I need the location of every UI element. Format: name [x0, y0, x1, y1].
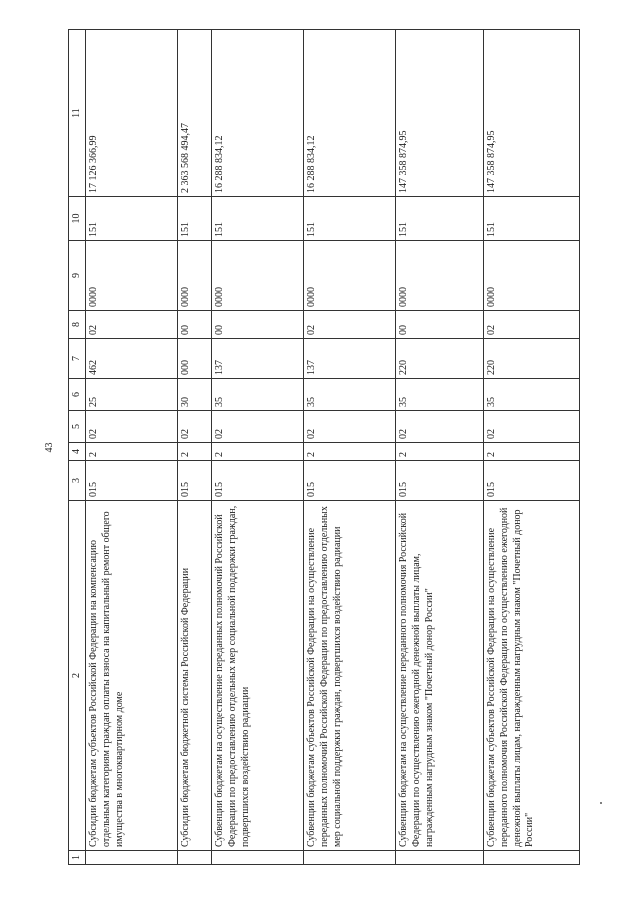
page-number: 43: [44, 442, 55, 453]
subarticle-code-cell: 220: [396, 339, 484, 379]
amount-cell: 2 363 568 494,47: [178, 30, 212, 197]
revenue-name-cell: Субсидии бюджетам бюджетной системы Российской Федерации: [178, 501, 212, 851]
column-header: 10: [69, 197, 86, 241]
revenue-name-cell: Субвенции бюджетам субъектов Российской Федерации на осуществление переданных полномочий Российской Федерации по предоставлению отдельных мер социальной поддержки граждан, подвергшихся воздействию радиации: [304, 501, 396, 851]
amount-cell: 16 288 834,12: [212, 30, 304, 197]
column-header: 1: [69, 851, 86, 865]
economic-code-cell: 151: [178, 197, 212, 241]
economic-code-cell: 151: [396, 197, 484, 241]
amount-cell: 147 358 874,95: [396, 30, 484, 197]
row-number-cell: [304, 851, 396, 865]
group-code-cell: 2: [396, 443, 484, 461]
table-row: [396, 30, 484, 865]
budget-revenue-table: [68, 29, 580, 865]
subgroup-code-cell: 02: [304, 411, 396, 443]
admin-code-cell: 015: [178, 461, 212, 501]
scan-speck: [600, 802, 602, 804]
column-header: 2: [69, 501, 86, 851]
article-code-cell: 35: [212, 379, 304, 411]
column-header: 6: [69, 379, 86, 411]
row-number-cell: [86, 851, 178, 865]
element-code-cell: 02: [304, 311, 396, 339]
amount-cell: 16 288 834,12: [304, 30, 396, 197]
economic-code-cell: 151: [484, 197, 580, 241]
element-code-cell: 00: [212, 311, 304, 339]
element-code-cell: 00: [178, 311, 212, 339]
article-code-cell: 35: [304, 379, 396, 411]
group-code-cell: 2: [304, 443, 396, 461]
revenue-name-cell: Субвенции бюджетам на осуществление переданных полномочий Российской Федерации по предоставлению отдельных мер социальной поддержки граждан, подвергшихся воздействию радиации: [212, 501, 304, 851]
element-code-cell: 02: [484, 311, 580, 339]
column-header: 3: [69, 461, 86, 501]
subgroup-code-cell: 02: [178, 411, 212, 443]
column-header: 11: [69, 30, 86, 197]
group-code-cell: 2: [178, 443, 212, 461]
admin-code-cell: 015: [396, 461, 484, 501]
revenue-name-cell: Субвенции бюджетам на осуществление переданного полномочия Российской Федерации по осуществлению ежегодной денежной выплаты лицам, награжденным нагрудным знаком "Почетный донор России": [396, 501, 484, 851]
column-number-header-row: [69, 30, 86, 865]
revenue-name-cell: Субвенции бюджетам субъектов Российской Федерации на осуществление переданного полномочия Российской Федерации по осуществлению ежегодной денежной выплаты лицам, награжденным нагрудным знаком "Почетный донор России": [484, 501, 580, 851]
program-code-cell: 0000: [212, 241, 304, 311]
subarticle-code-cell: 220: [484, 339, 580, 379]
program-code-cell: 0000: [86, 241, 178, 311]
row-number-cell: [484, 851, 580, 865]
economic-code-cell: 151: [304, 197, 396, 241]
program-code-cell: 0000: [396, 241, 484, 311]
group-code-cell: 2: [212, 443, 304, 461]
admin-code-cell: 015: [86, 461, 178, 501]
economic-code-cell: 151: [86, 197, 178, 241]
row-number-cell: [178, 851, 212, 865]
article-code-cell: 35: [396, 379, 484, 411]
subarticle-code-cell: 137: [304, 339, 396, 379]
element-code-cell: 02: [86, 311, 178, 339]
column-header: 9: [69, 241, 86, 311]
table-row: [212, 30, 304, 865]
amount-cell: 17 126 366,99: [86, 30, 178, 197]
group-code-cell: 2: [484, 443, 580, 461]
table-row: [304, 30, 396, 865]
article-code-cell: 35: [484, 379, 580, 411]
row-number-cell: [396, 851, 484, 865]
admin-code-cell: 015: [212, 461, 304, 501]
column-header: 7: [69, 339, 86, 379]
table-row: [86, 30, 178, 865]
table-row: [484, 30, 580, 865]
group-code-cell: 2: [86, 443, 178, 461]
article-code-cell: 25: [86, 379, 178, 411]
subgroup-code-cell: 02: [484, 411, 580, 443]
table-row: [178, 30, 212, 865]
article-code-cell: 30: [178, 379, 212, 411]
rotated-document-page: [40, 30, 600, 865]
economic-code-cell: 151: [212, 197, 304, 241]
subarticle-code-cell: 462: [86, 339, 178, 379]
subarticle-code-cell: 000: [178, 339, 212, 379]
program-code-cell: 0000: [304, 241, 396, 311]
program-code-cell: 0000: [178, 241, 212, 311]
subgroup-code-cell: 02: [86, 411, 178, 443]
column-header: 8: [69, 311, 86, 339]
amount-cell: 147 358 874,95: [484, 30, 580, 197]
column-header: 4: [69, 443, 86, 461]
admin-code-cell: 015: [484, 461, 580, 501]
subgroup-code-cell: 02: [396, 411, 484, 443]
revenue-name-cell: Субсидии бюджетам субъектов Российской Федерации на компенсацию отдельным категориям граждан оплаты взноса на капитальный ремонт общего имущества в многоквартирном доме: [86, 501, 178, 851]
subgroup-code-cell: 02: [212, 411, 304, 443]
subarticle-code-cell: 137: [212, 339, 304, 379]
program-code-cell: 0000: [484, 241, 580, 311]
element-code-cell: 00: [396, 311, 484, 339]
column-header: 5: [69, 411, 86, 443]
admin-code-cell: 015: [304, 461, 396, 501]
row-number-cell: [212, 851, 304, 865]
